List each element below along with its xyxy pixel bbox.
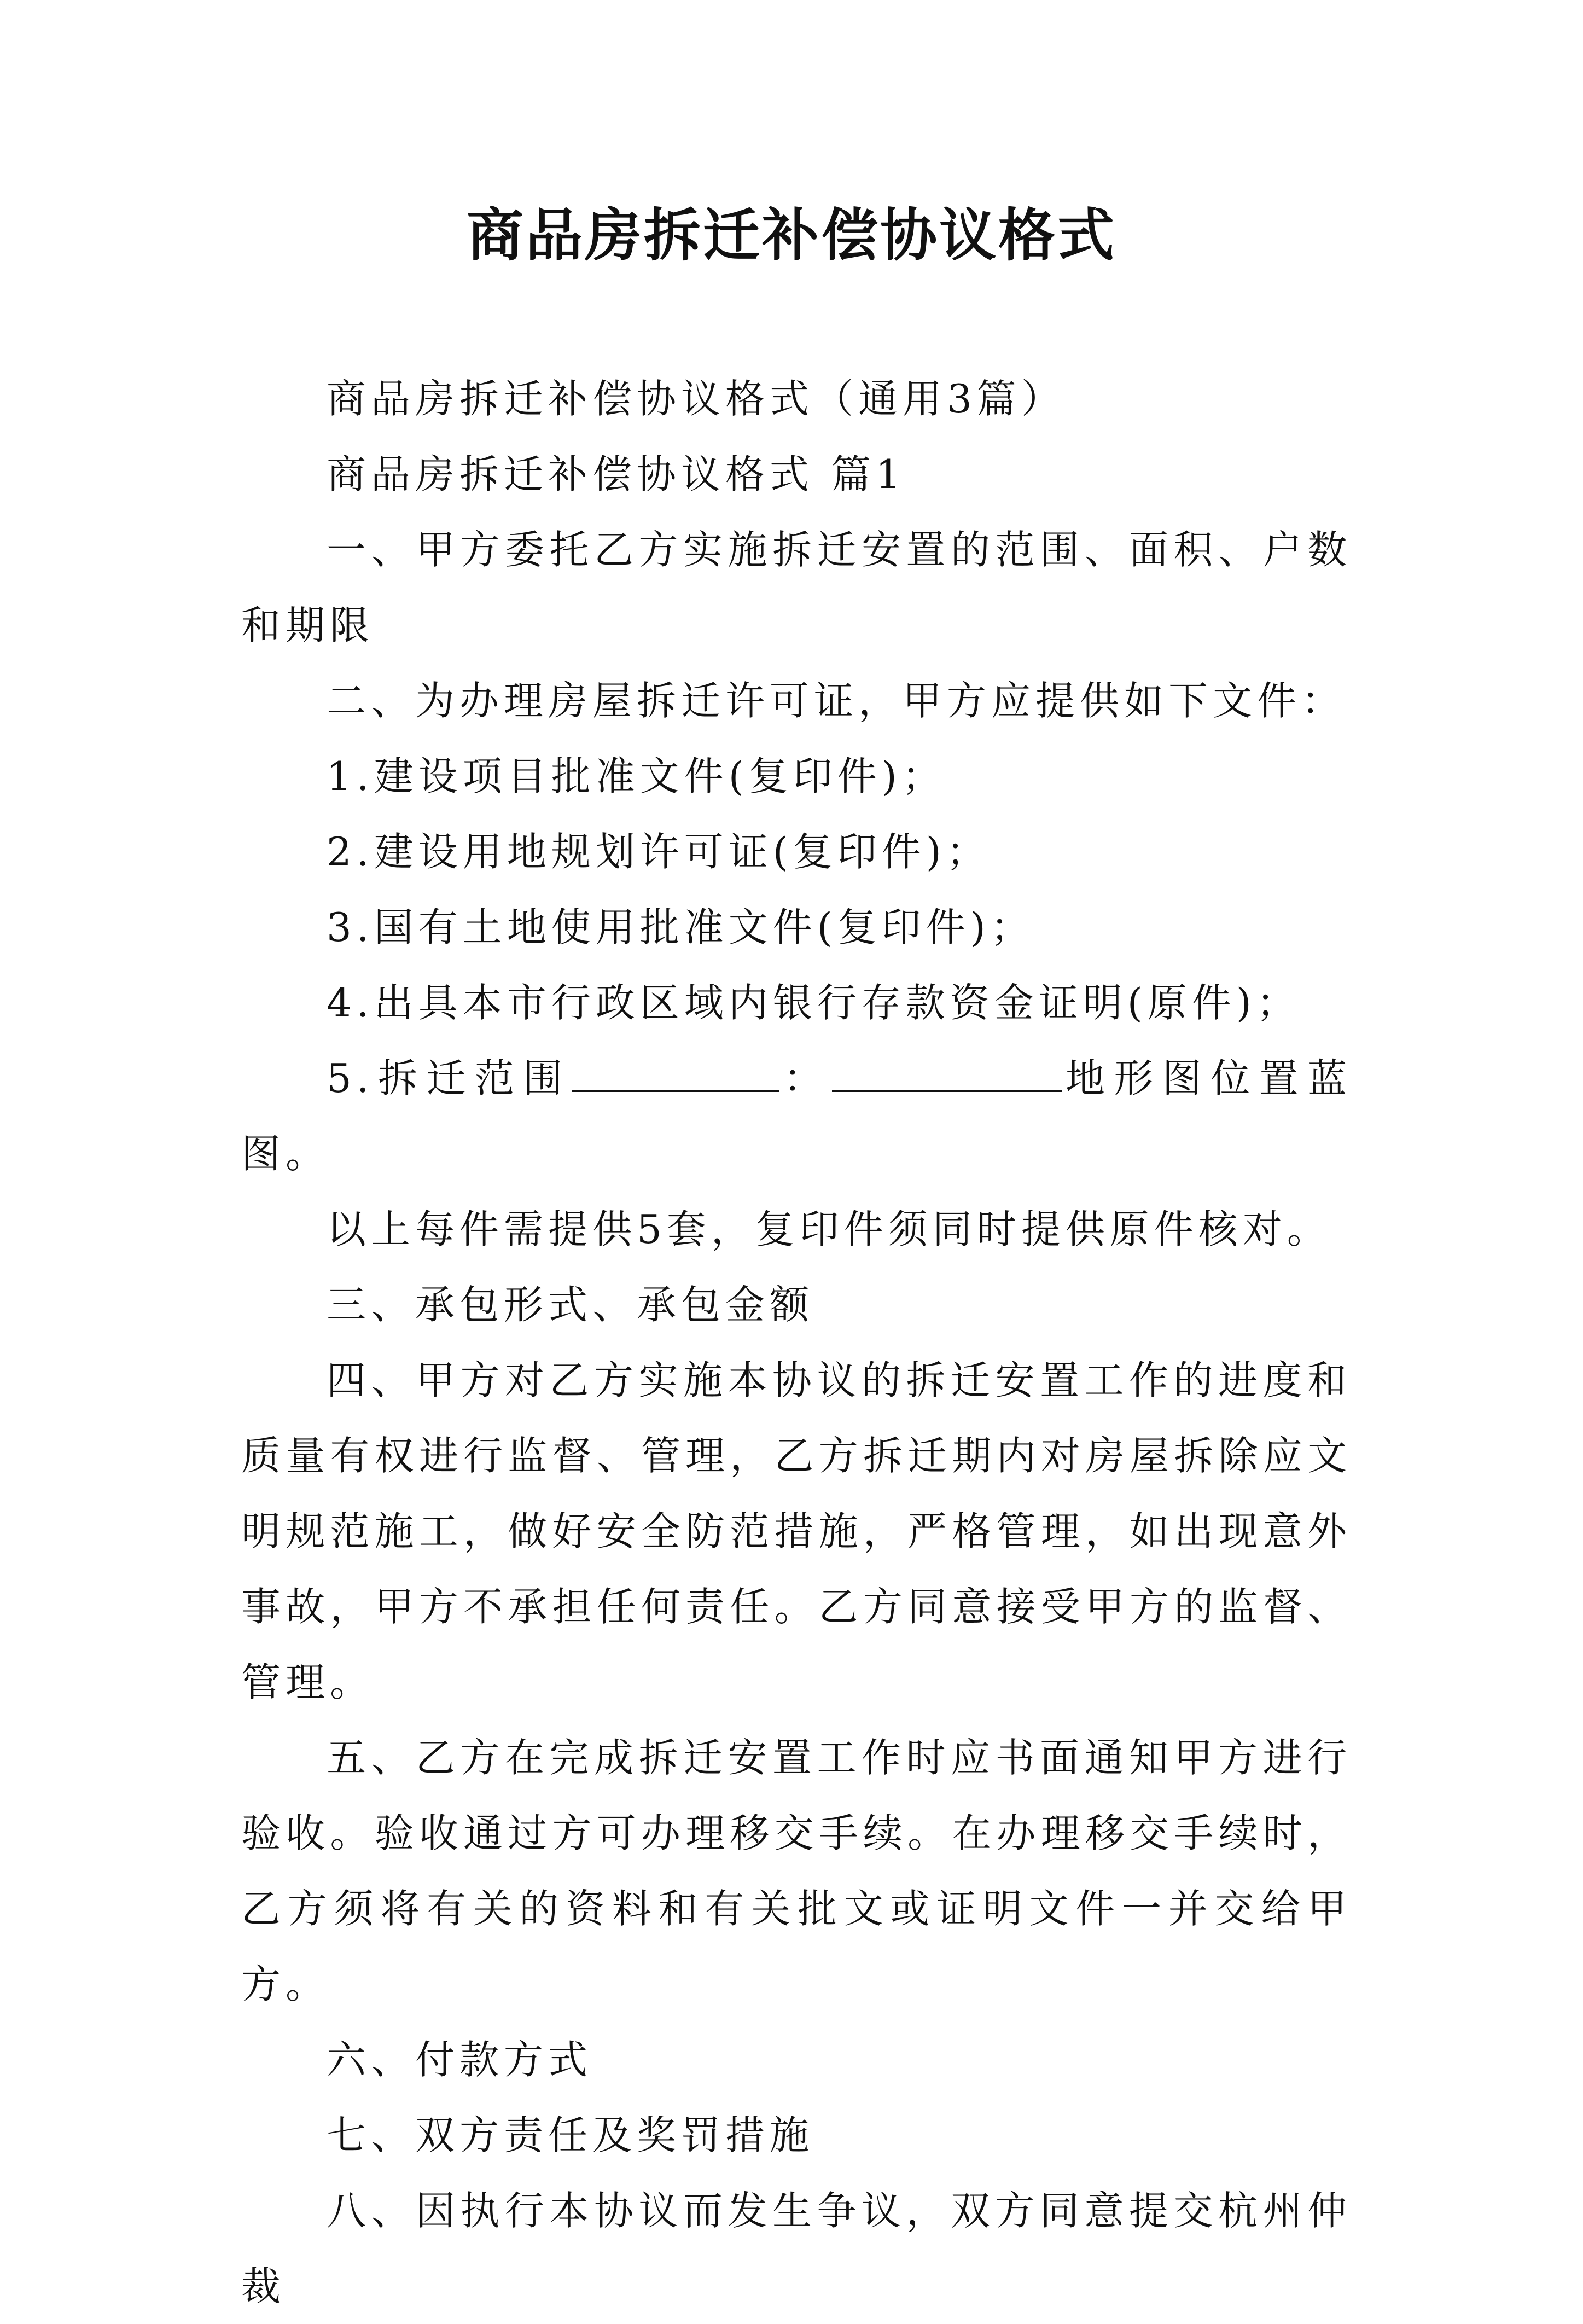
- paragraph-clause-7: 七、双方责任及奖罚措施: [327, 2112, 814, 2158]
- paragraph-clause-5: 五、乙方在完成拆迁安置工作时应书面通知甲方进行验收。验收通过方可办理移交手续。在办理移交手续时，乙方须将有关的资料和有关批文或证明文件一并交给甲方。: [241, 1735, 1352, 2007]
- paragraph-clause-8: 八、因执行本协议而发生争议，双方同意提交杭州仲裁: [241, 2188, 1352, 2309]
- fill-in-blank-1: [572, 1058, 779, 1092]
- document-body: [241, 361, 1352, 2324]
- paragraph-section-heading: 商品房拆迁补偿协议格式 篇1: [327, 451, 906, 497]
- fill-in-blank-2: [832, 1058, 1062, 1092]
- paragraph-clause-4: 四、甲方对乙方实施本协议的拆迁安置工作的进度和质量有权进行监督、管理，乙方拆迁期内对房屋拆除应文明规范施工，做好安全防范措施，严格管理，如出现意外事故，甲方不承担任何责任。乙方同意接受甲方的监督、管理。: [241, 1357, 1352, 1705]
- paragraph-clause-3: 三、承包形式、承包金额: [327, 1282, 814, 1328]
- document-title: 商品房拆迁补偿协议格式: [466, 202, 1116, 269]
- list-item-4: 4.出具本市行政区域内银行存款资金证明(原件)；: [327, 980, 1301, 1026]
- list-item-2: 2.建设用地规划许可证(复印件)；: [327, 829, 991, 875]
- paragraph-clause-1: 一、甲方委托乙方实施拆迁安置的范围、面积、户数和期限: [241, 527, 1352, 648]
- list-item-5-suffix: 地形图位置蓝图。: [241, 1055, 1352, 1177]
- list-item-5-colon: ：: [779, 1055, 832, 1101]
- list-item-3: 3.国有土地使用批准文件(复印件)；: [327, 904, 1035, 950]
- paragraph-note: 以上每件需提供5套，复印件须同时提供原件核对。: [327, 1206, 1331, 1252]
- paragraph-subtitle: 商品房拆迁补偿协议格式（通用3篇）: [327, 376, 1066, 422]
- list-item-5-prefix: 5.拆迁范围: [327, 1055, 572, 1101]
- paragraph-clause-6: 六、付款方式: [327, 2037, 593, 2083]
- list-item-1: 1.建设项目批准文件(复印件)；: [327, 753, 946, 799]
- list-item-5: [241, 1041, 1352, 1192]
- paragraph-clause-2: 二、为办理房屋拆迁许可证，甲方应提供如下文件：: [327, 678, 1346, 724]
